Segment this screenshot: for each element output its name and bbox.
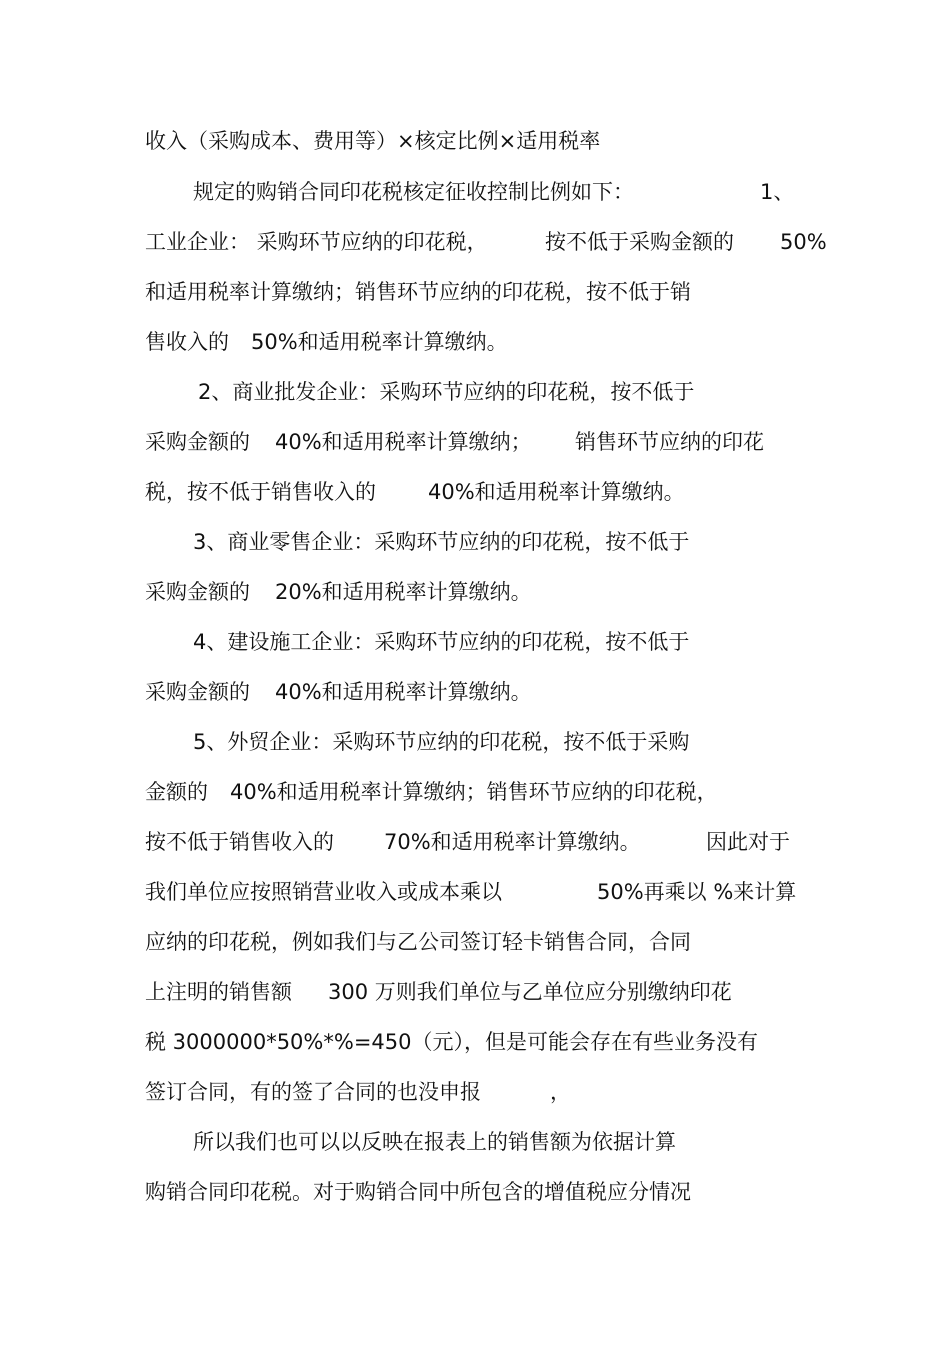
text-segment: 40%和适用税率计算缴纳；	[275, 430, 532, 454]
text-line	[0, 1027, 950, 1057]
text-line	[0, 527, 950, 557]
text-line	[0, 577, 950, 607]
text-segment: 和适用税率计算缴纳；销售环节应纳的印花税，按不低于销	[145, 280, 691, 304]
text-segment: 签订合同，有的签了合同的也没申报	[145, 1080, 481, 1104]
text-segment: 税，按不低于销售收入的	[145, 480, 376, 504]
text-line	[0, 677, 950, 707]
text-line	[0, 177, 950, 207]
text-segment: 销售环节应纳的印花	[575, 430, 764, 454]
text-line	[0, 1177, 950, 1207]
text-segment: 40%和适用税率计算缴纳。	[275, 680, 532, 704]
text-segment: 因此对于	[706, 830, 790, 854]
text-line	[0, 377, 950, 407]
text-segment: 50%再乘以 %来计算	[597, 880, 797, 904]
text-segment: 所以我们也可以以反映在报表上的销售额为依据计算	[193, 1130, 676, 1154]
text-segment: 50%和适用税率计算缴纳。	[251, 330, 508, 354]
text-line	[0, 277, 950, 307]
text-segment: ，	[550, 1080, 571, 1104]
text-line	[0, 227, 950, 257]
text-segment: 40%和适用税率计算缴纳。	[428, 480, 685, 504]
text-segment: 税 3000000*50%*%=450（元），但是可能会存在有些业务没有	[145, 1030, 759, 1054]
text-line	[0, 977, 950, 1007]
text-segment: 1、	[760, 180, 795, 204]
text-segment: 采购金额的	[145, 580, 250, 604]
text-segment: 采购金额的	[145, 430, 250, 454]
text-segment: 5、外贸企业：采购环节应纳的印花税，按不低于采购	[193, 730, 690, 754]
text-segment: 金额的	[145, 780, 208, 804]
text-segment: 3、商业零售企业：采购环节应纳的印花税，按不低于	[193, 530, 690, 554]
text-segment: 40%和适用税率计算缴纳；销售环节应纳的印花税，	[230, 780, 718, 804]
text-line	[0, 1127, 950, 1157]
text-line	[0, 777, 950, 807]
text-line	[0, 1077, 950, 1107]
text-line	[0, 627, 950, 657]
text-segment: 上注明的销售额	[145, 980, 292, 1004]
text-segment: 300 万则我们单位与乙单位应分别缴纳印花	[328, 980, 732, 1004]
text-line	[0, 427, 950, 457]
text-segment: 采购金额的	[145, 680, 250, 704]
text-line	[0, 126, 950, 156]
text-segment: 按不低于采购金额的	[545, 230, 734, 254]
text-segment: 应纳的印花税，例如我们与乙公司签订轻卡销售合同，合同	[145, 930, 691, 954]
text-line	[0, 877, 950, 907]
text-segment: 规定的购销合同印花税核定征收控制比例如下：	[193, 180, 634, 204]
text-line	[0, 727, 950, 757]
text-segment: 50%	[780, 230, 827, 254]
text-line	[0, 477, 950, 507]
text-line	[0, 827, 950, 857]
text-segment: 售收入的	[145, 330, 229, 354]
text-segment: 70%和适用税率计算缴纳。	[384, 830, 641, 854]
text-segment: 我们单位应按照销营业收入或成本乘以	[145, 880, 502, 904]
text-line	[0, 327, 950, 357]
text-segment: 收入（采购成本、费用等）×核定比例×适用税率	[145, 129, 601, 153]
text-segment: 4、建设施工企业：采购环节应纳的印花税，按不低于	[193, 630, 690, 654]
text-line	[0, 927, 950, 957]
text-segment: 工业企业： 采购环节应纳的印花税，	[145, 230, 488, 254]
text-segment: 购销合同印花税。对于购销合同中所包含的增值税应分情况	[145, 1180, 691, 1204]
text-segment: 按不低于销售收入的	[145, 830, 334, 854]
text-segment: 2、商业批发企业：采购环节应纳的印花税，按不低于	[198, 380, 695, 404]
text-segment: 20%和适用税率计算缴纳。	[275, 580, 532, 604]
